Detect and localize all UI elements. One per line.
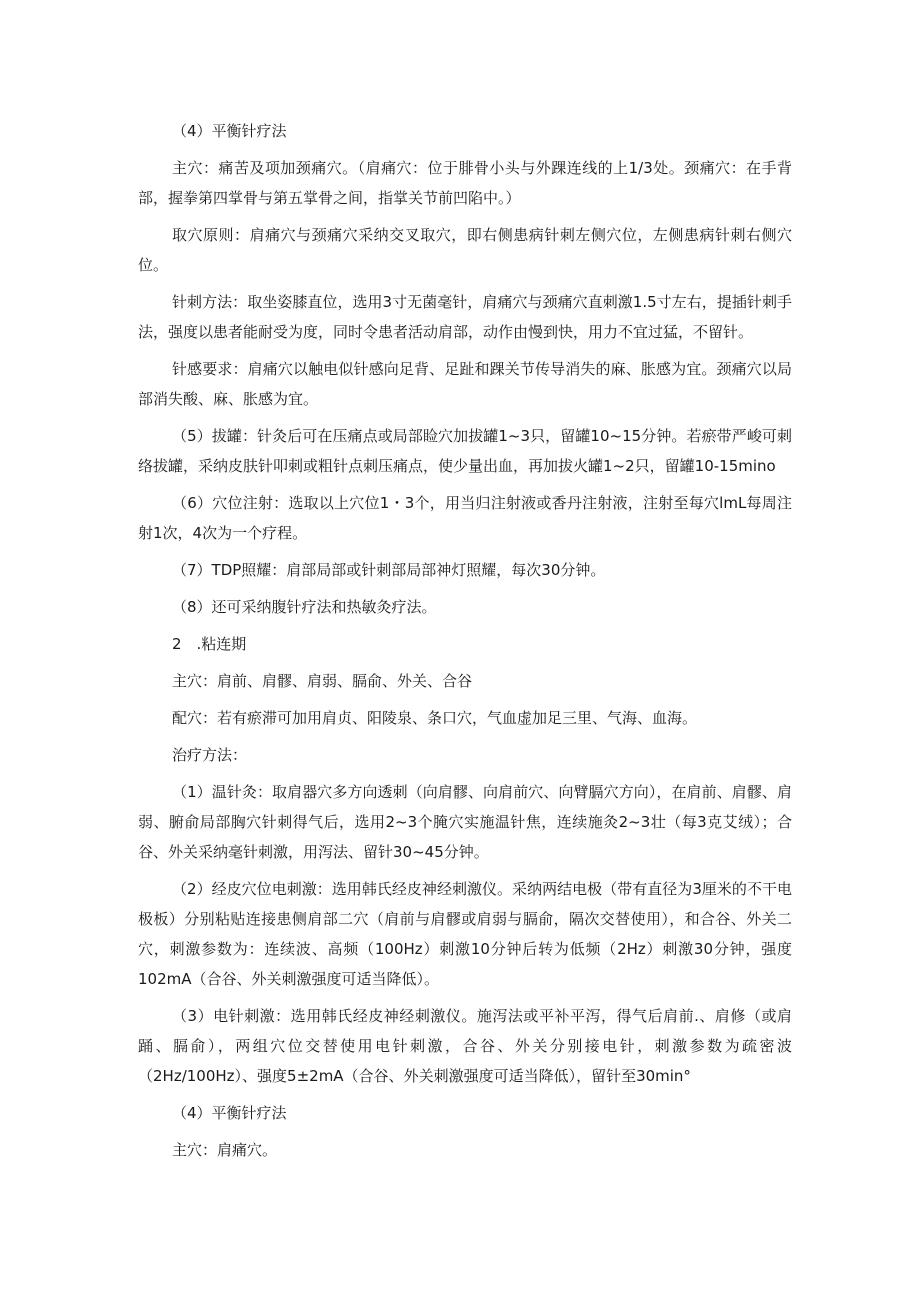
paragraph-treatment-method: 治疗方法： xyxy=(172,746,248,764)
paragraph-point-injection: （6）穴位注射：选取以上穴位1・3个，用当归注射液或香丹注射液，注射至每穴lmL每周注射1次，4次为一个疗程。 xyxy=(138,494,792,542)
paragraph-warm-needle: （1）温针灸：取肩器穴多方向透刺（向肩髎、向肩前穴、向臂膈穴方向），在肩前、肩髎、肩弱、腑俞局部胸穴针刺得气后，选用2~3个腌穴实施温针焦，连续施灸2~3壮（每3克艾绒）；合谷、外关采纳毫针刺激，用泻法、留针30~45分钟。 xyxy=(138,783,792,861)
paragraph-tens: （2）经皮穴位电刺激：选用韩氏经皮神经刺激仪。采纳两结电极（带有直径为3厘米的不干电极板）分别粘贴连接患侧肩部二穴（肩前与肩髎或肩弱与膈俞，隔次交替使用），和合谷、外关二穴，刺激参数为：连续波、高频（100Hz）刺激10分钟后转为低频（2Hz）刺激30分钟，强度102mA（合谷、外关刺激强度可适当降低）。 xyxy=(138,880,792,988)
section-heading-balance-acupuncture-2: （4）平衡针疗法 xyxy=(172,1104,287,1122)
paragraph-adhesion-matching-points: 配穴：若有瘀滞可加用肩贞、阳陵泉、条口穴，气血虚加足三里、气海、血海。 xyxy=(172,709,698,727)
paragraph-electro-acupuncture: （3）电针刺激：选用韩氏经皮神经刺激仪。施泻法或平补平泻，得气后肩前.、肩修（或肩踊、膈俞），两组穴位交替使用电针刺激，合谷、外关分别接电针，刺激参数为疏密波（2Hz/100Hz）、强度5±2mA（合谷、外关刺激强度可适当降低），留针至30min° xyxy=(138,1007,792,1085)
paragraph-main-points: 主穴：痛苦及项加颈痛穴。（肩痛穴：位于腓骨小头与外踝连线的上1/3处。颈痛穴：在手背部，握拳第四掌骨与第五掌骨之间，指掌关节前凹陷中。） xyxy=(138,159,792,207)
paragraph-abdominal-acupuncture: （8）还可采纳腹针疗法和热敏灸疗法。 xyxy=(172,598,437,616)
paragraph-cupping: （5）拔罐：针灸后可在压痛点或局部睑穴加拔罐1~3只，留罐10~15分钟。若瘀带严峻可刺络拔罐，采纳皮肤针叩刺或粗针点刺压痛点，使少量出血，再加拔火罐1~2只，留罐10-15mino xyxy=(138,427,792,475)
section-heading-balance-acupuncture: （4）平衡针疗法 xyxy=(172,122,287,140)
paragraph-point-selection: 取穴原则：肩痛穴与颈痛穴采纳交叉取穴，即右侧患病针刺左侧穴位，左侧患病针刺右侧穴位。 xyxy=(138,226,792,274)
paragraph-main-point-shoulder: 主穴：肩痛穴。 xyxy=(172,1141,278,1159)
section-heading-adhesion-stage: 2 .粘连期 xyxy=(172,635,247,653)
paragraph-needling-method: 针刺方法：取坐姿膝直位，选用3寸无菌毫针，肩痛穴与颈痛穴直刺激1.5寸左右，提插针刺手法，强度以患者能耐受为度，同时令患者活动肩部，动作由慢到快，用力不宜过猛，不留针。 xyxy=(138,293,792,341)
paragraph-adhesion-main-points: 主穴：肩前、肩髎、肩弱、膈俞、外关、合谷 xyxy=(172,672,473,690)
document-body xyxy=(138,116,792,1172)
paragraph-tdp: （7）TDP照耀：肩部局部或针刺部局部神灯照耀，每次30分钟。 xyxy=(172,561,606,579)
paragraph-needle-sensation: 针感要求：肩痛穴以触电似针感向足背、足趾和踝关节传导消失的麻、胀感为宜。颈痛穴以局部消失酸、麻、胀感为宜。 xyxy=(138,360,792,408)
